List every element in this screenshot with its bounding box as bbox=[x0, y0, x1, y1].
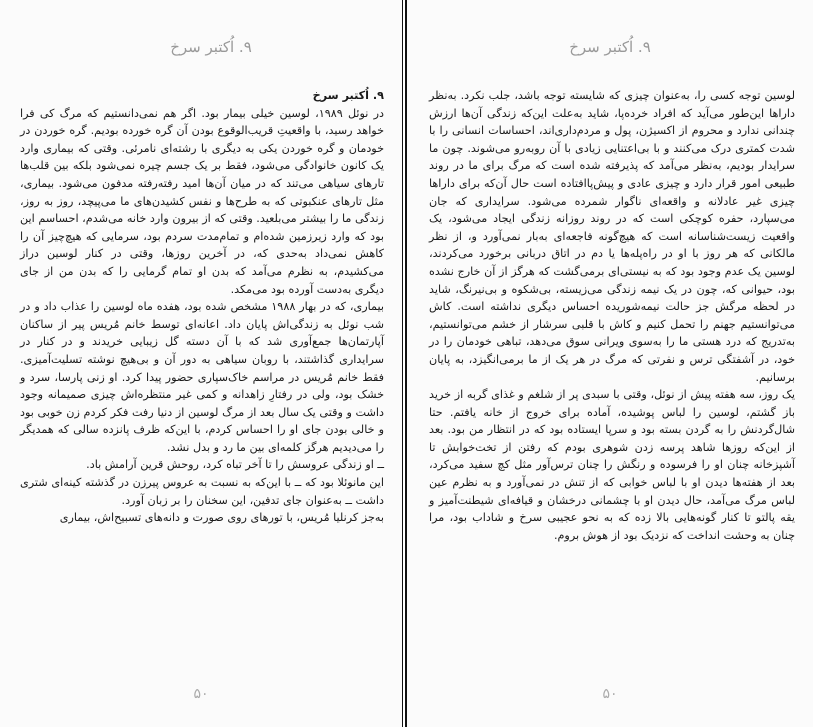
left-paragraph-4: این مانوئلا بود که ــ با این‌که به نسبت به عروس پیرزن در گذشته کینه‌ای شتری داشت ــ به‌عنوان جای تدفین، این سخنان را بر زبان آورد. bbox=[20, 476, 384, 507]
left-paragraph-5: به‌جز کرنلیا مُریس، با تورهای روی صورت و دانه‌های تسبیح‌اش، بیماری bbox=[59, 511, 384, 525]
left-paragraph-3: ــ او زندگی عروسش را تا آخر تباه کرد، روحش قرین آرامش باد. bbox=[86, 458, 384, 472]
right-page-number: ۵۰ bbox=[602, 686, 618, 702]
right-body-text bbox=[429, 87, 795, 544]
right-paragraph-1: لوسین توجه کسی را، به‌عنوان چیزی که شایسته توجه باشد، جلب نکرد. به‌نظر دارا‌ها این‌طور می‌آید که افراد خرده‌پا، شاید به‌علت این‌که زندگی آن‌ها ارزش چندانی ندارد و محروم از اکسیژن، پول و مردم‌داری‌اند، احساسات انسانی را با شدت کمتری درک می‌کنند و با بی‌اعتنایی زیادی با آن روبه‌رو می‌شوند. چون ما سرایدار بودیم، به‌نظر می‌آمد که پذیرفته شده است که مرگ برای ما در روند طبیعی امور قرار دارد و چیزی عادی و پیش‌پاافتاده است حال آن‌که برای دارا‌ها چیزی غیر عادلانه و واقعه‌ای ناگوار شمرده می‌شود. سرایداری که جان می‌سپارد، حفره کوچکی است که در روند روزانه زندگی ایجاد می‌شود، یک واقعیت زیست‌شناسانه است که هیچ‌گونه فاجعه‌ای به‌بار نمی‌آورد و، از نظر مالکانی که هر روز با او در راه‌پله‌ها یا دم در اتاق دربانی برخورد می‌کردند، لوسین یک عدم وجود بود که به نیستی‌ای برمی‌گشت که هرگز از آن خارج نشده بود، حیوانی که، چون در یک نیمه زندگی می‌زیسته، بی‌شکوه و بی‌نیرنگ، شاید در لحظه مرگش جز حالت نیمه‌شوریده احساس دیگری نداشته است. کاش می‌توانستیم جهنم را تحمل کنیم و کاش با قلبی سرشار از خشم می‌توانستیم، به‌تدریج که درد هستی ما را به‌سوی ویرانی سوق می‌دهد، تباهی خودمان را در خود، در آشفتگی ترس و نفرتی که مرگ در هر یک از ما برمی‌انگیزد، به پایان برسانیم. bbox=[429, 89, 795, 384]
left-paragraph-2: بیماری، که در بهار ۱۹۸۸ مشخص شده بود، هفده ماه لوسین را عذاب داد و در شب نوئل به زندگی‌اش پایان داد. اعانه‌ای توسط خانم مُریس پیر از ساکنان آپارتمان‌ها جمع‌آوری شد که با آن دسته گل زیبایی خریدند و در کنار در سرایداری گذاشتند، با روبان سیاهی به دور آن و بی‌هیچ نوشته تسلیت‌آمیزی. فقط خانم مُریس در مراسم خاک‌سپاری حضور پیدا کرد. او زنی پارسا، سرد و خشک بود، ولی در رفتارِ زاهدانه و کمی غیر منتظره‌اش چیزی صمیمانه وجود داشت و وقتی یک سال بعد از مرگ لوسین از دنیا رفت فکر کردم زن خوبی بود و خالی بودن جای او را احساس کردم، با این‌که ظرف پانزده سالی که همدیگر را می‌دیدیم هرگز کلمه‌ای بین ما رد و بدل نشد. bbox=[20, 300, 384, 454]
right-page bbox=[405, 0, 813, 727]
left-body-text bbox=[20, 87, 384, 527]
chapter-heading: ۹. اُکتبر سرخ bbox=[312, 89, 384, 102]
left-page-number: ۵۰ bbox=[193, 686, 209, 702]
right-paragraph-2: یک روز، سه هفته پیش از نوئل، وقتی با سبدی پر از شلغم و غذای گربه از خرید باز گشتم، لوسین را لباس پوشیده، آماده برای خروج از خانه یافتم. حتا شال‌گردنش را به گردن بسته بود و سرپا ایستاده بود که در انتظار من بود. بعد از این‌که روزها شاهد پرسه زدن شوهری بودم که رفتن از تخت‌خوابش تا آشپزخانه چنان او را فرسوده و رنگش را چنان ترس‌آور مثل کچ سفید می‌کرد، بعد از هفته‌ها دیدن او با لباس خوابی که از تنش در نمی‌آورد و به نظرم عین لباس مرگ می‌آمد، حال دیدن او با چشمانی درخشان و قیافه‌ای شیطنت‌آمیز و یقه پالتو تا کنار گونه‌هایی بالا زده که به نحو عجیبی سرخ و شاداب بود، مرا چنان به وحشت انداخت که نزدیک بود از هوش بروم. bbox=[429, 388, 795, 542]
left-paragraph-1: در نوئل ۱۹۸۹، لوسین خیلی بیمار بود. اگر هم نمی‌دانستیم که مرگ کی فرا خواهد رسید، با واقعیتِ قریب‌الوقوع بودن آن گره خورده بودیم. گره خوردن در خودمان و گره خوردن یکی به دیگری با رشته‌ای نامرئی. وقتی که بیماری وارد یک کانون خانوادگی می‌شود، فقط بر یک جسم چیره نمی‌شود بلکه بین قلب‌ها تارهای سیاهی می‌تند که در میان آن‌ها امید رفته‌رفته مدفون می‌شود. بیماری، مثل تارهای عنکبوتی که به طرح‌ها و نفس کشیدن‌های ما می‌پیچد، روز به روز، زندگی ما را بیشتر می‌بلعید. وقتی که از بیرون وارد خانه می‌شدم، احساسم این بود که وارد زیرزمین شده‌ام و تمام‌مدت سردم بود، سرمایی که هیچ‌چیز آن را کاهش نمی‌داد به‌حدی که، در آخرین روزها، وقتی در کنار لوسین دراز می‌کشیدم، به نظرم می‌آمد که بدن او تمام گرمایی را که بدن من از جای دیگری به‌دست آورده بود می‌مکد. bbox=[20, 106, 384, 296]
left-running-head: ۹. اُکتبر سرخ bbox=[170, 38, 252, 56]
right-running-head: ۹. اُکتبر سرخ bbox=[569, 38, 651, 56]
left-page bbox=[0, 0, 403, 727]
